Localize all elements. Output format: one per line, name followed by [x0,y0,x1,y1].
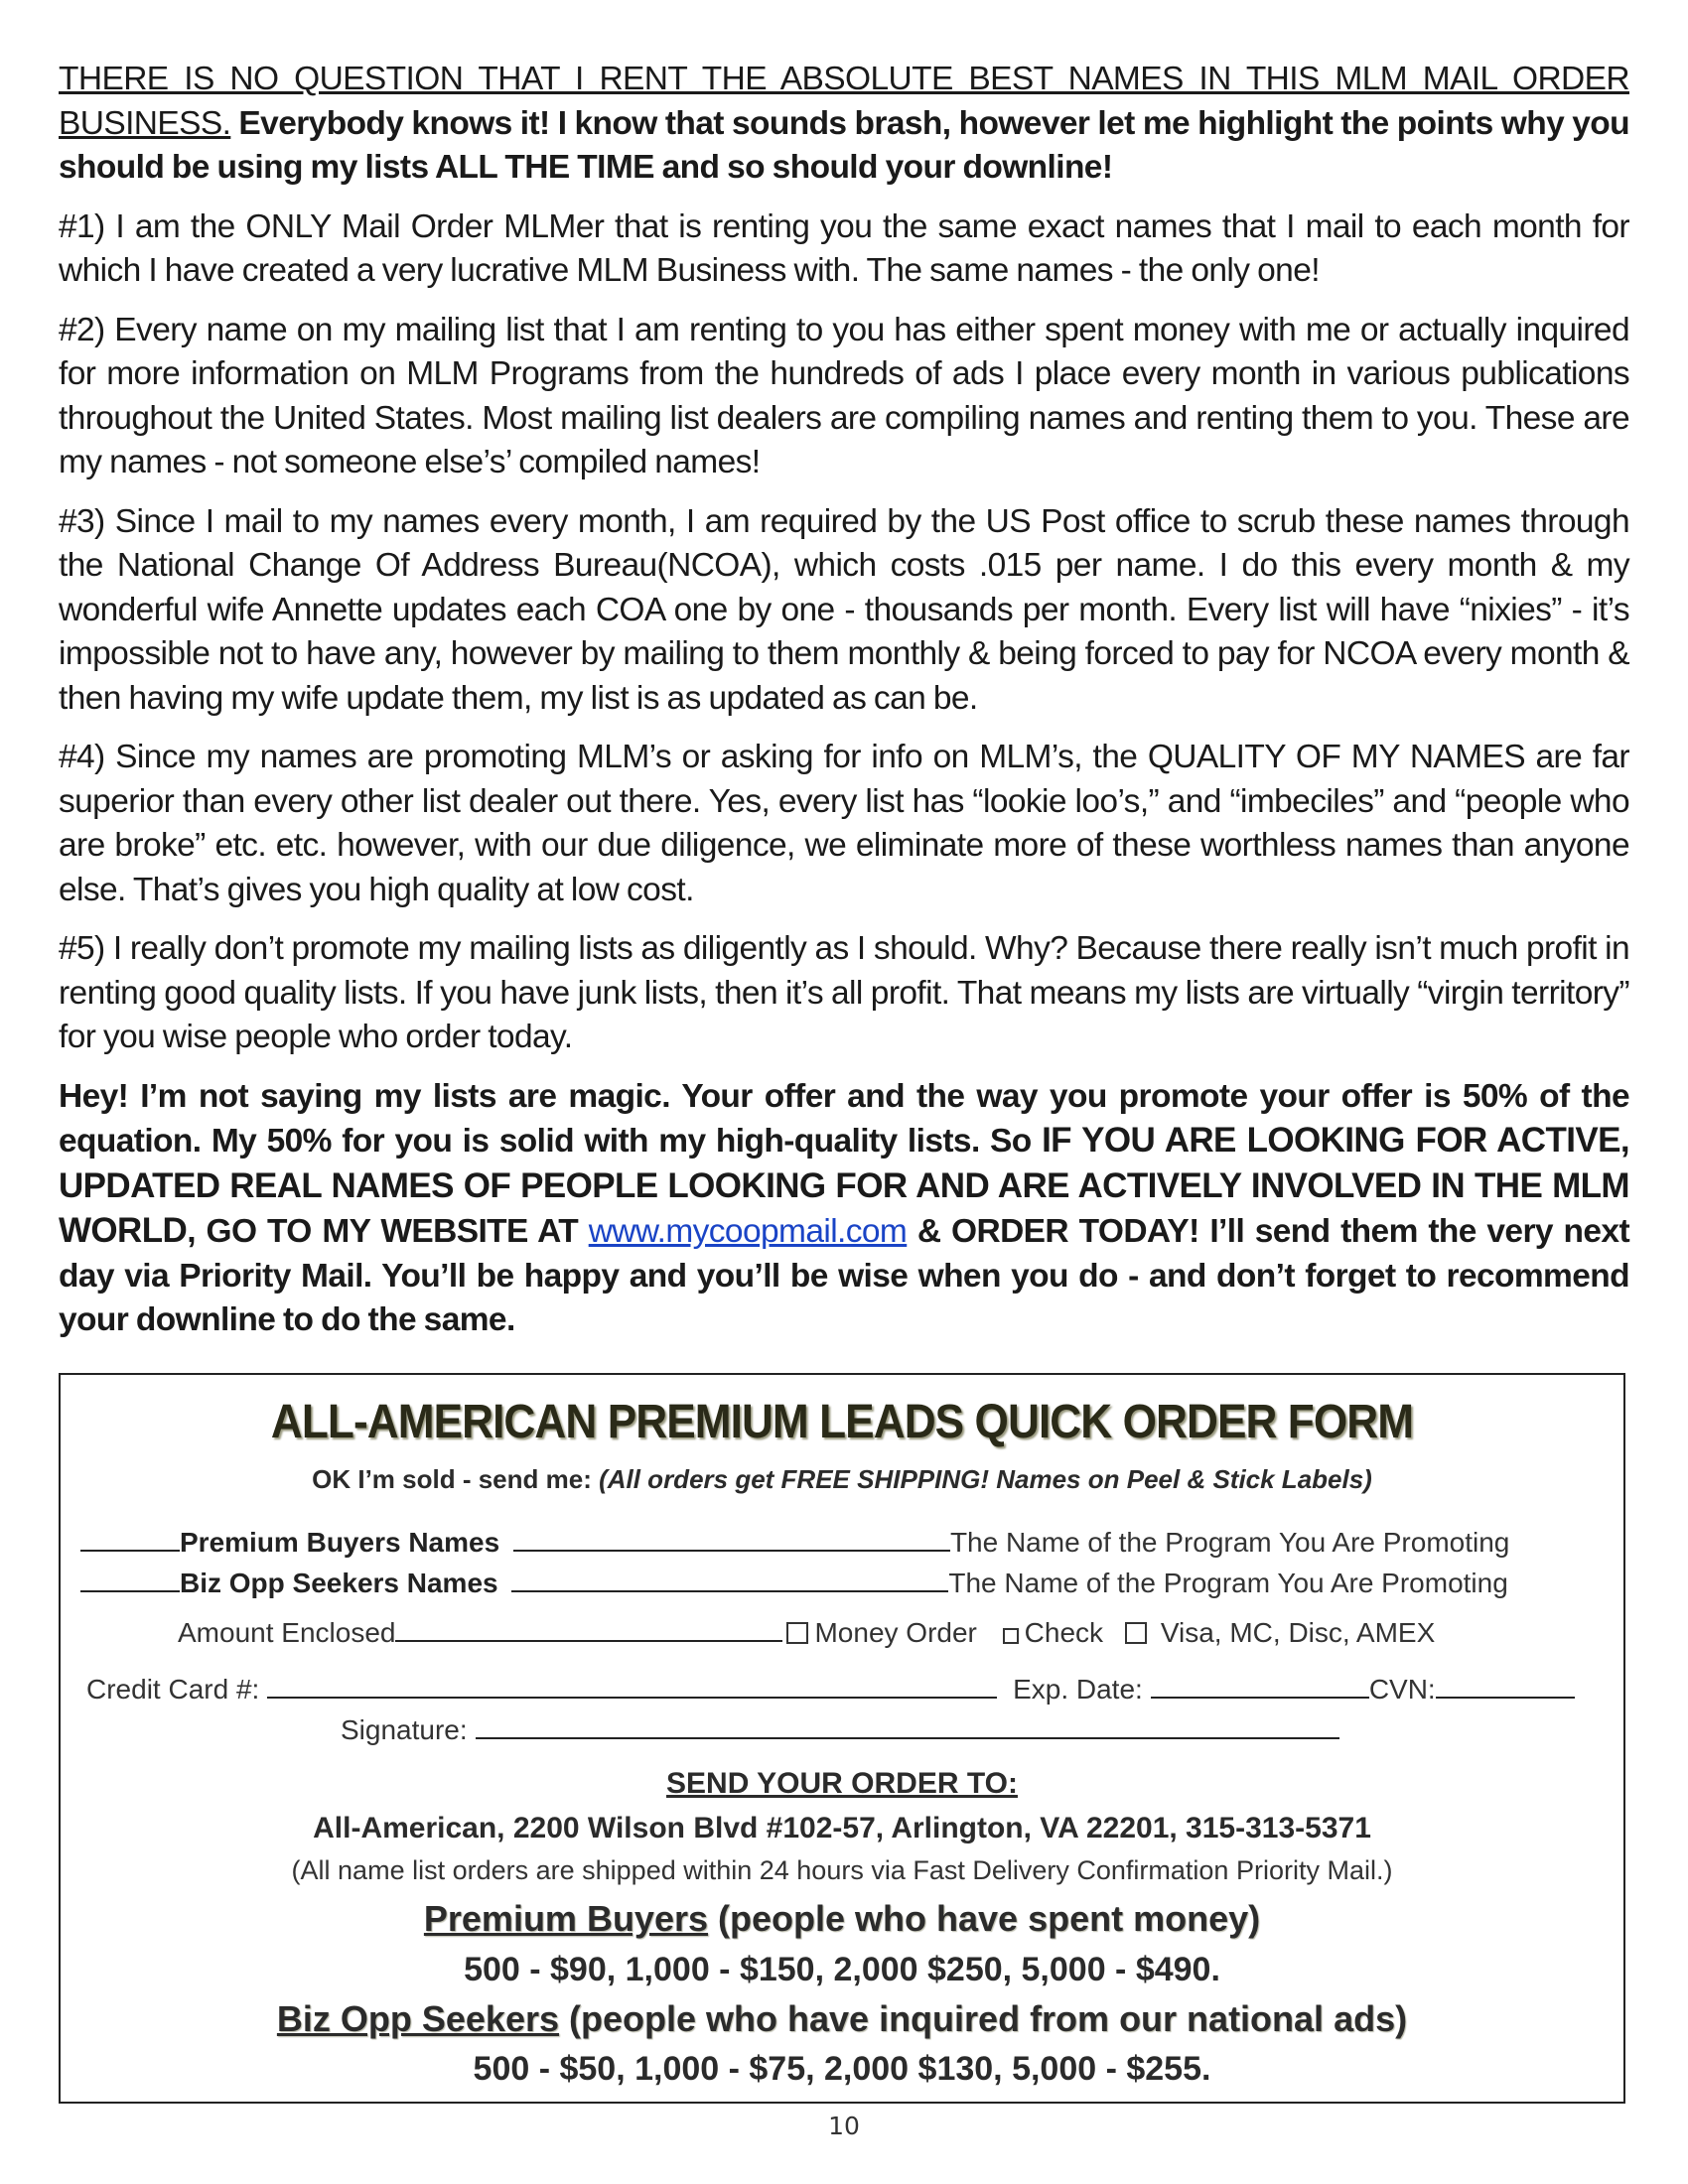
point-3: #3) Since I mail to my names every month, I am required by the US Post office to scrub these names through the National Change Of Address Bureau(NCOA), which costs .015 per name. I do this every month & my wonderful wife Annette updates each COA one by one - thousands per month. Every list will have “nixies” - it’s impossible not to have any, however by mailing to them monthly & being forced to pay for NCOA every month & then having my wife update them, my list is as updated as can be. [59,502,1629,717]
premium-program-label: The Name of the Program You Are Promoting [949,1527,1510,1558]
shipping-note: (All name list orders are shipped within 24 hours via Fast Delivery Confirmation Priority Mail.) [291,1855,1393,1885]
exp-date-label: Exp. Date: [1013,1674,1143,1705]
biz-opp-line [80,1565,1508,1599]
premium-program-blank[interactable] [513,1524,950,1552]
signature-label: Signature: [341,1714,468,1745]
signature-line [341,1711,1339,1746]
money-order-label: Money Order [814,1617,977,1648]
form-title: ALL-AMERICAN PREMIUM LEADS QUICK ORDER FORM [270,1396,1414,1448]
closing-text-2: , GO TO MY WEBSITE AT [187,1213,589,1250]
form-subtitle [61,1464,1623,1495]
money-order-checkbox[interactable] [786,1622,808,1644]
point-5: #5) I really don’t promote my mailing lists as diligently as I should. Why? Because there really isn’t much profit in renting good quality lists. If you have junk lists, then it’s all profit. That means my lists are virtually “virgin territory” for you wise people who order today. [59,930,1629,1055]
mailing-address: All-American, 2200 Wilson Blvd #102-57, Arlington, VA 22201, 315-313-5371 [313,1812,1371,1844]
credit-card-blank[interactable] [267,1671,997,1699]
point-4: #4) Since my names are promoting MLM’s or asking for info on MLM’s, the QUALITY OF MY NAMES are far superior than every other list dealer out there. Yes, every list has “lookie loo’s,” and “imbeciles” and “people who are broke” etc. etc. however, with our due diligence, we eliminate more of these worthless names than anyone else. That’s gives you high quality at low cost. [59,739,1629,908]
premium-buyers-tier-name: Premium Buyers [423,1898,709,1939]
page-number: 10 [828,2112,860,2140]
card-checkbox[interactable] [1125,1622,1147,1644]
order-form [59,1373,1625,2104]
biz-opp-label: Biz Opp Seekers Names [180,1568,498,1598]
bizopp-program-label: The Name of the Program You Are Promoting [948,1568,1508,1598]
credit-card-line [86,1671,1575,1706]
premium-quantity-blank[interactable] [80,1524,180,1552]
form-subtitle-note: (All orders get FREE SHIPPING! Names on Peel & Stick Labels) [599,1464,1372,1494]
send-order-heading: SEND YOUR ORDER TO: [666,1767,1018,1800]
premium-buyers-tier-desc: (people who have spent money) [708,1898,1261,1939]
point-2: #2) Every name on my mailing list that I am renting to you has either spent money with me or actually inquired for more information on MLM Programs from the hundreds of ads I place every month in various publications throughout the United States. Most mailing list dealers are compiling names and renting them to you. These are my names - not someone else’s’ compiled names! [59,311,1629,480]
exp-date-blank[interactable] [1151,1671,1369,1699]
bizopp-quantity-blank[interactable] [80,1565,180,1592]
closing-text-3: & ORDER TODAY! I’ll send them the very next day via Priority Mail. You’ll be happy and you’ll be wise when you do - and don’t forget to recommend your downline to do the same. [59,1213,1629,1338]
premium-buyers-line [80,1524,1509,1559]
amount-enclosed-label: Amount Enclosed [178,1617,396,1648]
cvn-label: CVN: [1368,1674,1436,1705]
closing-text-1: Hey! I’m not saying my lists are magic. Your offer and the way you promote your offer is 50% of the equation. My 50% for you is solid with my high-quality lists. So [59,1077,1629,1160]
point-1: #1) I am the ONLY Mail Order MLMer that is renting you the same exact names that I mail to each month for which I have created a very lucrative MLM Business with. The same names - the only one! [59,207,1629,289]
biz-opp-prices: 500 - $50, 1,000 - $75, 2,000 $130, 5,000 - $255. [473,2050,1211,2088]
card-label: Visa, MC, Disc, AMEX [1160,1617,1436,1648]
check-label: Check [1024,1617,1104,1648]
check-checkbox[interactable] [1003,1628,1019,1644]
article-body [59,58,1629,1358]
payment-line [178,1614,1435,1649]
premium-buyers-label: Premium Buyers Names [180,1527,500,1558]
closing-paragraph [59,1075,1629,1343]
biz-opp-tier-name: Biz Opp Seekers [276,1998,560,2039]
premium-buyers-prices: 500 - $90, 1,000 - $150, 2,000 $250, 5,000 - $490. [464,1951,1220,1988]
amount-enclosed-blank[interactable] [395,1614,782,1642]
cvn-blank[interactable] [1436,1671,1575,1699]
intro-paragraph [59,58,1629,191]
intro-text: Everybody knows it! I know that sounds brash, however let me highlight the points why you should be using my lists ALL THE TIME and so should your downline! [59,104,1629,186]
premium-buyers-heading [61,1898,1623,1940]
signature-blank[interactable] [476,1711,1339,1739]
form-subtitle-lead: OK I’m sold - send me: [312,1464,600,1494]
intro-headline: THERE IS NO QUESTION THAT I RENT THE ABSOLUTE BEST NAMES IN THIS MLM MAIL ORDER BUSINESS. [59,61,1629,142]
credit-card-label: Credit Card #: [86,1674,260,1705]
biz-opp-heading [61,1998,1623,2040]
website-link[interactable]: www.mycoopmail.com [588,1213,908,1250]
bizopp-program-blank[interactable] [511,1565,948,1592]
closing-caps: IF YOU ARE LOOKING FOR ACTIVE, UPDATED REAL NAMES OF PEOPLE LOOKING FOR AND ARE ACTIVELY INVOLVED IN THE MLM WORLD [59,1121,1629,1250]
biz-opp-tier-desc: (people who have inquired from our national ads) [559,1998,1408,2039]
